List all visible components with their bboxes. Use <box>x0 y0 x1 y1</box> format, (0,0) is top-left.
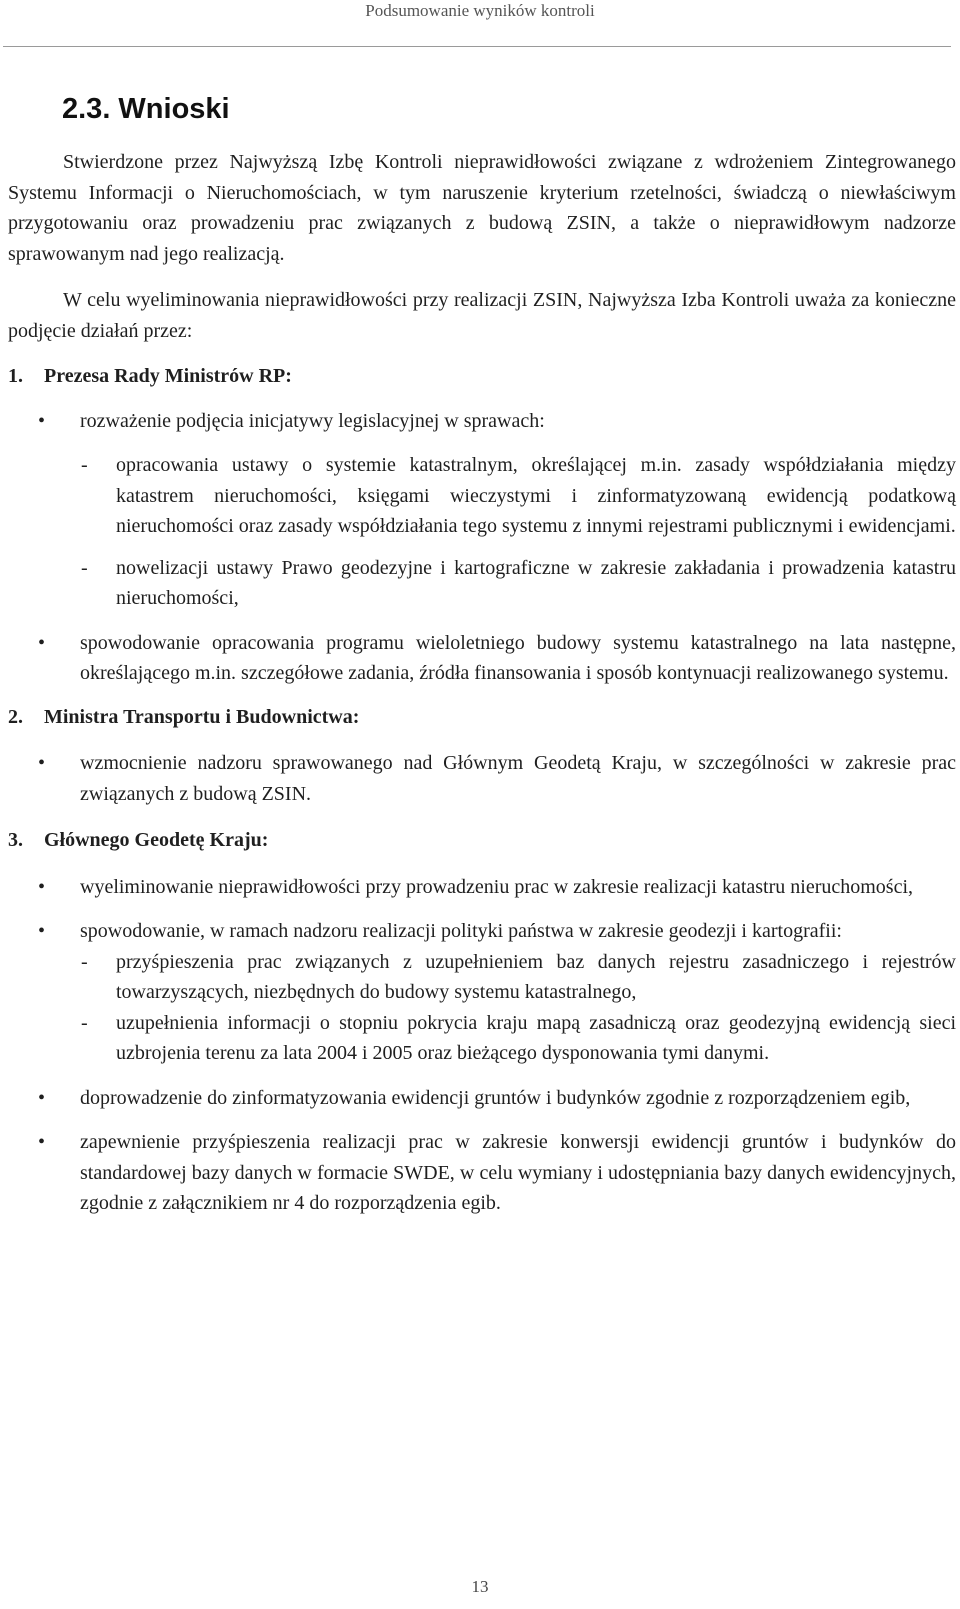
dash-marker: - <box>81 454 88 476</box>
list-item-chief-surveyor <box>8 825 956 856</box>
page-number: 13 <box>471 1577 489 1596</box>
bullet-text: doprowadzenie do zinformatyzowania ewidencji gruntów i budynków zgodnie z rozporządzeniem egib, <box>80 1086 911 1109</box>
dash-text: przyśpieszenia prac związanych z uzupełnieniem baz danych rejestru zasadniczego i rejestrów towarzyszących, niezbędnych do budowy systemu katastralnego, <box>116 950 956 1003</box>
dash-text: opracowania ustawy o systemie katastralnym, określającej m.in. zasady współdziałania między katastrem nieruchomości, księgami wieczystymi i zinformatyzowaną ewidencją podatkową nieruchomości oraz zasady współdziałania tego systemu z innymi rejestrami publicznymi i ewidencjami. <box>116 454 956 537</box>
bullet-icon: • <box>38 1131 46 1153</box>
bullet-item <box>8 406 956 437</box>
bullet-icon: • <box>38 920 46 942</box>
bullet-text: wyeliminowanie nieprawidłowości przy prowadzeniu prac w zakresie realizacji katastru nieruchomości, <box>80 875 914 898</box>
bullet-text: spowodowanie opracowania programu wieloletniego budowy systemu katastralnego na lata następne, określającego m.in. szczegółowe zadania, źródła finansowania i sposób kontynuacji realizowanego systemu. <box>80 631 956 684</box>
bullet-item <box>8 748 956 809</box>
dash-marker: - <box>81 950 88 973</box>
bullet-item <box>8 628 956 689</box>
bullet-text: zapewnienie przyśpieszenia realizacji prac w zakresie konwersji ewidencji gruntów i budynków do standardowej bazy danych w formacie SWDE, w celu wymiany i udostępniania bazy danych ewidencyjnych, zgodnie z załącznikiem nr 4 do rozporządzenia egib. <box>80 1131 956 1214</box>
bullet-icon: • <box>38 1086 46 1109</box>
bullet-item <box>8 1127 956 1219</box>
header-divider <box>3 46 951 47</box>
bullet-item <box>8 872 956 903</box>
bullet-item <box>8 1083 956 1114</box>
list-title: Ministra Transportu i Budownictwa: <box>44 705 360 728</box>
dash-item <box>8 1008 956 1069</box>
section-heading: 2.3. Wnioski <box>62 93 230 125</box>
bullet-text: spowodowanie, w ramach nadzoru realizacji polityki państwa w zakresie geodezji i kartografii: <box>80 920 842 942</box>
bullet-item <box>8 916 956 947</box>
dash-text: nowelizacji ustawy Prawo geodezyjne i kartograficzne w zakresie zakładania i prowadzenia katastru nieruchomości, <box>116 556 956 609</box>
bullet-icon: • <box>38 409 46 432</box>
dash-item <box>8 947 956 1008</box>
list-title: Głównego Geodetę Kraju: <box>44 829 269 851</box>
dash-item <box>8 450 956 542</box>
bullet-icon: • <box>38 752 46 774</box>
running-header: Podsumowanie wyników kontroli <box>365 1 595 20</box>
list-number: 1. <box>8 365 23 387</box>
list-number: 2. <box>8 705 23 728</box>
paragraph-recommendations-intro: W celu wyeliminowania nieprawidłowości przy realizacji ZSIN, Najwyższa Izba Kontroli uważa za konieczne podjęcie działań przez: <box>8 289 956 342</box>
bullet-text: rozważenie podjęcia inicjatywy legislacyjnej w sprawach: <box>80 409 545 432</box>
dash-marker: - <box>81 556 88 579</box>
paragraph-findings: Stwierdzone przez Najwyższą Izbę Kontroli nieprawidłowości związane z wdrożeniem Zintegrowanego Systemu Informacji o Nieruchomościach, w tym naruszenie kryterium rzetelności, świadczą o niewłaściwym przygotowaniu oraz prowadzeniu prac związanych z budową ZSIN, a także o nieprawidłowym nadzorze sprawowanym nad jego realizacją. <box>8 151 956 265</box>
list-number: 3. <box>8 829 23 851</box>
list-title: Prezesa Rady Ministrów RP: <box>44 365 292 387</box>
dash-text: uzupełnienia informacji o stopniu pokrycia kraju mapą zasadniczą oraz geodezyjną ewidencją sieci uzbrojenia terenu za lata 2004 i 2005 oraz bieżącego dysponowania tymi danymi. <box>116 1011 956 1064</box>
bullet-icon: • <box>38 875 46 898</box>
bullet-icon: • <box>38 631 46 654</box>
list-item-prime-minister <box>8 361 956 392</box>
bullet-text: wzmocnienie nadzoru sprawowanego nad Głównym Geodetą Kraju, w szczególności w zakresie prac związanych z budową ZSIN. <box>80 752 956 805</box>
dash-marker: - <box>81 1011 88 1034</box>
page-content <box>8 89 956 1219</box>
dash-item <box>8 553 956 614</box>
list-item-transport-minister <box>8 702 956 733</box>
